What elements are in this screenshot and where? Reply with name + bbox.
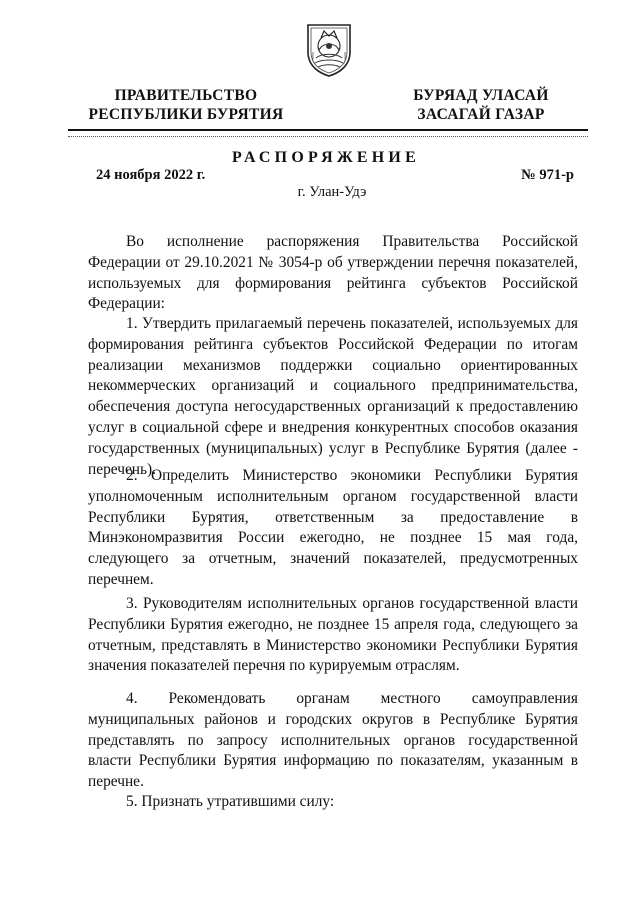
issuer-buryat-line-1: БУРЯАД УЛАСАЙ — [413, 87, 549, 104]
document-city: г. Улан-Удэ — [297, 184, 367, 200]
issuer-line-2: РЕСПУБЛИКИ БУРЯТИЯ — [88, 106, 284, 123]
header-dotted-divider — [68, 136, 588, 137]
issuer-line-1: ПРАВИТЕЛЬСТВО — [114, 87, 258, 104]
preamble-paragraph: Во исполнение распоряжения Правительства Российской Федерации от 29.10.2021 № 3054-р об утверждении перечня показателей, используемых для формирования рейтинга субъектов Российской Федерации: — [88, 233, 578, 313]
issuer-name-buryat — [406, 86, 556, 124]
clause-5-paragraph: 5. Признать утратившими силу: — [126, 793, 335, 810]
clause-4-paragraph: 4. Рекомендовать органам местного самоуправления муниципальных районов и городских округов в Республике Бурятия представлять по запросу исполнительных органов государственной власти Республики Бурятия информацию по показателям, указанным в перечне. — [88, 690, 578, 791]
clause-1-paragraph: 1. Утвердить прилагаемый перечень показателей, используемых для формирования рейтинга субъектов Российской Федерации по итогам реализации механизмов поддержки социально ориентированных некоммерческих организаций и социального предпринимательства, обеспечения доступа негосударственных организаций к предоставлению услуг в социальной сфере и внедрения конкурентных способов оказания государственных (муниципальных) услуг в Республике Бурятия (далее - перечень). — [88, 315, 578, 478]
issuer-buryat-line-2: ЗАСАГАЙ ГАЗАР — [417, 106, 545, 123]
coat-of-arms-icon — [304, 22, 354, 78]
clause-2-paragraph: 2. Определить Министерство экономики Республики Бурятия уполномоченным исполнительным органом государственной власти Республики Бурятия, ответственным за предоставление в Минэкономразвития России ежегодно, не позднее 15 мая года, следующего за отчетным, значений показателей, предусмотренных перечнем. — [88, 467, 578, 588]
document-number: № 971-р — [521, 167, 574, 183]
clause-3-paragraph: 3. Руководителям исполнительных органов государственной власти Республики Бурятия ежегодно, не позднее 15 апреля года, следующего за отчетным, представлять в Министерство экономики Республики Бурятия значения показателей перечня по курируемым отраслям. — [88, 595, 578, 675]
document-date: 24 ноября 2022 г. — [96, 167, 206, 183]
issuer-name-russian — [88, 86, 284, 124]
header-divider — [68, 129, 588, 131]
document-title: РАСПОРЯЖЕНИЕ — [232, 149, 420, 166]
